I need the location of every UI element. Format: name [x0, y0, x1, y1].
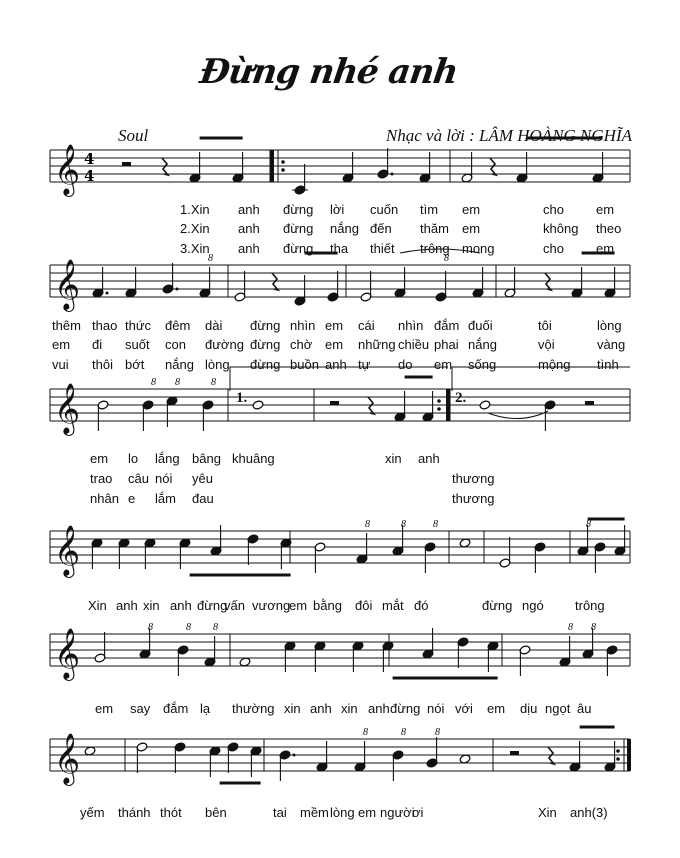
volta-2-number: 2. [455, 390, 467, 406]
lyric-syllable: nắng [165, 357, 194, 372]
lyric-syllable: Xin [88, 598, 107, 613]
lyric-syllable: xin [385, 451, 402, 466]
lyric-syllable: ngó [522, 598, 544, 613]
lyric-syllable: đừng [283, 241, 314, 256]
lyrics-sys2-verse2 [0, 337, 680, 357]
time-signature-top: 4 [84, 150, 95, 168]
lyric-syllable: bâng [192, 451, 221, 466]
lyric-syllable: dịu [520, 701, 538, 716]
repeat-dot [281, 168, 285, 172]
lyric-syllable: em [90, 451, 109, 466]
time-signature-bottom: 4 [84, 167, 95, 185]
lyric-syllable: em [434, 357, 453, 372]
lyric-syllable: yếm [80, 805, 105, 820]
grace-eighth-mark: 8 [435, 727, 440, 738]
lyric-syllable: nắng [468, 337, 497, 352]
lyric-syllable: 1.Xin [180, 202, 210, 217]
lyric-syllable: buồn [290, 357, 319, 372]
lyrics-sys2-verse1 [0, 318, 680, 338]
grace-eighth-mark: 8 [444, 253, 449, 264]
lyric-syllable: người [380, 805, 415, 820]
lyric-syllable: 2.Xin [180, 221, 210, 236]
lyric-syllable: tôi [538, 318, 552, 333]
grace-eighth-mark: 8 [186, 622, 191, 633]
lyric-syllable: nói [427, 701, 445, 716]
half-rest [330, 401, 339, 405]
lyric-syllable: em [289, 598, 308, 613]
lyric-syllable: thao [92, 318, 118, 333]
lyric-syllable: nhân [90, 491, 119, 506]
lyric-syllable: thường [232, 701, 275, 716]
lyric-syllable: đừng [250, 357, 281, 372]
lyric-syllable: anh [116, 598, 138, 613]
lyrics-sys1-verse2 [0, 221, 680, 241]
lyric-syllable: thôi [92, 357, 113, 372]
lyric-syllable: em [95, 701, 114, 716]
lyric-syllable: vấn [224, 598, 245, 613]
treble-clef-icon: 𝄞 [54, 628, 81, 679]
lyric-syllable: nắng [330, 221, 359, 236]
lyric-syllable: tai [273, 805, 287, 820]
lyric-syllable: vàng [597, 337, 626, 352]
lyric-syllable: nhìn [290, 318, 316, 333]
lyric-syllable: con [165, 337, 186, 352]
grace-eighth-mark: 8 [586, 519, 591, 530]
lyric-syllable: nhìn [398, 318, 424, 333]
lyric-syllable: lời [330, 202, 345, 217]
repeat-dot [616, 757, 620, 761]
lyric-syllable: anh [418, 451, 440, 466]
lyric-syllable: mắt [382, 598, 404, 613]
lyrics-sys1-verse3 [0, 241, 680, 261]
lyric-syllable: bên [205, 805, 227, 820]
lyric-syllable: vương [252, 598, 291, 613]
repeat-dot [437, 399, 441, 403]
lyric-syllable: thăm [420, 221, 449, 236]
lyric-syllable: e [128, 491, 136, 506]
grace-eighth-mark: 8 [401, 519, 406, 530]
lyric-syllable: cuốn [370, 202, 399, 217]
lyric-syllable: đừng [283, 221, 314, 236]
grace-eighth-mark: 8 [401, 727, 406, 738]
lyric-syllable: tình [597, 357, 619, 372]
lyric-syllable: anh [325, 357, 347, 372]
lyric-syllable: em [596, 202, 615, 217]
lyric-syllable: trao [90, 471, 113, 486]
lyric-syllable: đôi [355, 598, 373, 613]
lyric-syllable: đừng [283, 202, 314, 217]
lyric-syllable: đừng [390, 701, 421, 716]
lyric-syllable: cho [543, 202, 564, 217]
lyric-syllable: 3.Xin [180, 241, 210, 256]
grace-eighth-mark: 8 [208, 253, 213, 264]
lyric-syllable: đừng [250, 318, 281, 333]
lyric-syllable: suốt [125, 337, 150, 352]
lyric-syllable: thức [125, 318, 152, 333]
lyric-syllable: em [462, 221, 481, 236]
lyric-syllable: đuối [468, 318, 493, 333]
dot [106, 292, 109, 295]
lyric-syllable: lòng [597, 318, 622, 333]
tie [488, 411, 548, 419]
lyrics-sys3-verse1 [0, 451, 680, 471]
treble-clef-icon: 𝄞 [54, 383, 81, 434]
lyric-syllable: đừng [250, 337, 281, 352]
lyric-syllable: bằng [313, 598, 342, 613]
lyric-syllable: ơi [412, 805, 424, 820]
lyric-syllable: vui [52, 357, 69, 372]
lyrics-sys1-verse1 [0, 202, 680, 222]
lyric-syllable: thánh [118, 805, 151, 820]
dot [293, 754, 296, 757]
grace-eighth-mark: 8 [433, 519, 438, 530]
lyric-syllable: trông [420, 241, 450, 256]
lyric-syllable: những [358, 337, 396, 352]
lyric-syllable: mong [462, 241, 495, 256]
lyric-syllable: anh [310, 701, 332, 716]
lyric-syllable: ngọt [545, 701, 571, 716]
lyric-syllable: em [325, 318, 344, 333]
lyric-syllable: tìm [420, 202, 439, 217]
lyric-syllable: trông [575, 598, 605, 613]
lyric-syllable: em [52, 337, 71, 352]
lyric-syllable: khuâng [232, 451, 275, 466]
lyric-syllable: em [358, 805, 377, 820]
lyric-syllable: anh [238, 221, 260, 236]
lyric-syllable: lắm [155, 491, 176, 506]
lyric-syllable: chờ [290, 337, 313, 352]
lyric-syllable: xin [284, 701, 301, 716]
composer-credit: Nhạc và lời : LÂM HOÀNG NGHĨA [385, 126, 632, 145]
lyric-syllable: theo [596, 221, 622, 236]
lyric-syllable: em [596, 241, 615, 256]
lyric-syllable: thương [452, 491, 495, 506]
lyric-syllable: thót [160, 805, 182, 820]
lyric-syllable: vội [538, 337, 555, 352]
dot [176, 288, 179, 291]
volta-1-number: 1. [236, 390, 248, 406]
lyric-syllable: lo [128, 451, 139, 466]
grace-eighth-mark: 8 [568, 622, 573, 633]
treble-clef-icon: 𝄞 [54, 259, 81, 310]
lyric-syllable: đi [92, 337, 103, 352]
repeat-dot [437, 407, 441, 411]
lyric-syllable: thiết [370, 241, 395, 256]
lyric-syllable: lòng [205, 357, 230, 372]
style-marking: Soul [118, 126, 149, 145]
final-thick-barline [627, 739, 631, 771]
lyric-syllable: lắng [155, 451, 180, 466]
lyric-syllable: xin [143, 598, 160, 613]
lyric-syllable: bớt [125, 357, 145, 372]
lyric-syllable: đường [205, 337, 244, 352]
lyric-syllable: lòng [330, 805, 355, 820]
lyric-syllable: anh [238, 202, 260, 217]
lyrics-sys2-verse3 [0, 357, 680, 377]
lyric-syllable: thêm [52, 318, 81, 333]
lyric-syllable: say [130, 701, 151, 716]
lyric-syllable: đó [414, 598, 429, 613]
lyric-syllable: anh [368, 701, 390, 716]
lyric-syllable: đau [192, 491, 214, 506]
lyric-syllable: Xin [538, 805, 557, 820]
repeat-start-thick-barline [270, 150, 274, 182]
grace-eighth-mark: 8 [213, 622, 218, 633]
half-note [479, 400, 491, 410]
repeat-end-thick-barline [446, 389, 450, 421]
lyric-syllable: anh [170, 598, 192, 613]
treble-clef-icon: 𝄞 [54, 144, 81, 195]
lyric-syllable: tự [358, 357, 371, 372]
grace-eighth-mark: 8 [148, 622, 153, 633]
lyrics-sys3-verse3 [0, 491, 680, 511]
lyric-syllable: không [543, 221, 579, 236]
dot [391, 173, 394, 176]
lyric-syllable: cho [543, 241, 564, 256]
lyric-syllable: tha [330, 241, 349, 256]
grace-eighth-mark: 8 [363, 727, 368, 738]
treble-clef-icon: 𝄞 [54, 733, 81, 784]
repeat-dot [281, 160, 285, 164]
grace-eighth-mark: 8 [211, 377, 216, 388]
lyric-syllable: sống [468, 357, 497, 372]
lyric-syllable: với [455, 701, 473, 716]
lyric-syllable: âu [577, 701, 592, 716]
lyrics-sys3-verse2 [0, 471, 680, 491]
lyrics-sys5 [0, 701, 680, 721]
half-rest [585, 401, 594, 405]
lyric-syllable: em [487, 701, 506, 716]
grace-eighth-mark: 8 [591, 622, 596, 633]
lyric-syllable: em [325, 337, 344, 352]
lyric-syllable: đừng [197, 598, 228, 613]
lyric-syllable: do [398, 357, 413, 372]
half-rest [122, 162, 131, 166]
grace-eighth-mark: 8 [365, 519, 370, 530]
lyric-syllable: câu [128, 471, 149, 486]
lyric-syllable: dài [205, 318, 223, 333]
lyric-syllable: đắm [163, 701, 189, 716]
lyric-syllable: anh [238, 241, 260, 256]
lyric-syllable: em [462, 202, 481, 217]
lyric-syllable: đắm [434, 318, 460, 333]
lyrics-sys6 [0, 805, 680, 825]
lyric-syllable: yêu [192, 471, 213, 486]
half-rest [510, 751, 519, 755]
lyric-syllable: mộng [538, 357, 571, 372]
lyric-syllable: lạ [200, 701, 211, 716]
lyric-syllable: phai [434, 337, 459, 352]
half-note [252, 400, 264, 410]
grace-eighth-mark: 8 [175, 377, 180, 388]
repeat-dot [616, 749, 620, 753]
lyric-syllable: thương [452, 471, 495, 486]
lyric-syllable: anh(3) [570, 805, 608, 820]
lyrics-sys4 [0, 598, 680, 618]
lyric-syllable: chiều [398, 337, 430, 352]
lyric-syllable: đến [370, 221, 392, 236]
lyric-syllable: xin [341, 701, 358, 716]
lyric-syllable: cái [358, 318, 375, 333]
lyric-syllable: đừng [482, 598, 513, 613]
grace-eighth-mark: 8 [151, 377, 156, 388]
lyric-syllable: nói [155, 471, 173, 486]
lyric-syllable: mềm [300, 805, 329, 820]
treble-clef-icon: 𝄞 [54, 525, 81, 576]
lyric-syllable: đêm [165, 318, 191, 333]
song-title: Đừng nhé anh [197, 52, 460, 92]
